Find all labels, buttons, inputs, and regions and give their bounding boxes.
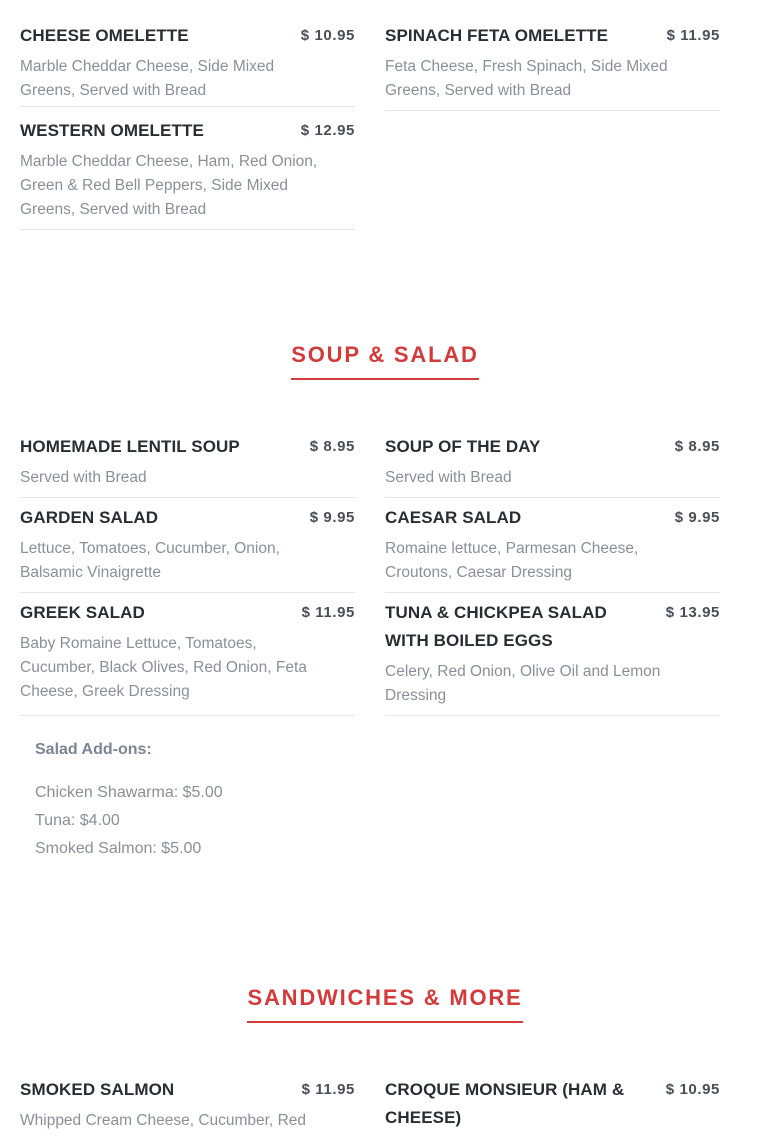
item-name: GARDEN SALAD — [20, 508, 159, 527]
menu-item-croque-monsieur — [385, 1076, 720, 1136]
section-title-soup-salad — [0, 340, 770, 380]
menu-item-western-omelette — [20, 117, 355, 230]
item-name: HOMEMADE LENTIL SOUP — [20, 437, 240, 456]
item-price: $ 11.95 — [301, 1081, 355, 1098]
item-name: CROQUE MONSIEUR (HAM & CHEESE) — [385, 1080, 625, 1127]
salad-addons-heading: Salad Add-ons: — [35, 741, 152, 758]
menu-item-garden-salad — [20, 504, 355, 593]
item-price: $ 10.95 — [665, 1081, 720, 1098]
menu-item-soup-of-the-day — [385, 433, 720, 498]
item-name: SMOKED SALMON — [20, 1080, 175, 1099]
item-price: $ 12.95 — [300, 122, 355, 139]
item-description: Romaine lettuce, Parmesan Cheese, Croutons, Caesar Dressing — [385, 540, 639, 581]
item-description: Lettuce, Tomatoes, Cucumber, Onion, Balsamic Vinaigrette — [20, 540, 280, 581]
item-description: Baby Romaine Lettuce, Tomatoes, Cucumber, Black Olives, Red Onion, Feta Cheese, Greek Dressing — [20, 635, 307, 700]
item-price: $ 13.95 — [665, 604, 720, 621]
item-price: $ 9.95 — [674, 509, 720, 526]
menu-item-tuna-chickpea-salad — [385, 599, 720, 716]
item-price: $ 8.95 — [674, 438, 720, 455]
addon-item: Smoked Salmon: $5.00 — [35, 840, 202, 857]
item-price: $ 10.95 — [300, 27, 355, 44]
item-name: CAESAR SALAD — [385, 508, 522, 527]
item-description: Celery, Red Onion, Olive Oil and Lemon Dressing — [385, 663, 661, 704]
item-price: $ 9.95 — [309, 509, 355, 526]
item-description: Served with Bread — [385, 469, 512, 486]
item-price: $ 11.95 — [666, 27, 720, 44]
menu-item-homemade-lentil-soup — [20, 433, 355, 498]
addon-item: Tuna: $4.00 — [35, 812, 120, 829]
item-name: SPINACH FETA OMELETTE — [385, 26, 609, 45]
item-description: Feta Cheese, Fresh Spinach, Side Mixed Greens, Served with Bread — [385, 58, 668, 99]
item-name: WESTERN OMELETTE — [20, 121, 204, 140]
section-title-text: SANDWICHES & MORE — [247, 983, 522, 1023]
menu-item-smoked-salmon — [20, 1076, 355, 1136]
section-title-text: SOUP & SALAD — [291, 340, 478, 380]
item-name: TUNA & CHICKPEA SALAD WITH BOILED EGGS — [385, 603, 607, 650]
item-name: SOUP OF THE DAY — [385, 437, 541, 456]
item-description: Whipped Cream Cheese, Cucumber, Red — [20, 1112, 307, 1129]
menu-item-caesar-salad — [385, 504, 720, 593]
section-title-sandwiches — [0, 983, 770, 1023]
addon-item: Chicken Shawarma: $5.00 — [35, 784, 223, 801]
menu-item-cheese-omelette — [20, 22, 355, 107]
item-name: GREEK SALAD — [20, 603, 145, 622]
item-description: Marble Cheddar Cheese, Side Mixed Greens, Served with Bread — [20, 58, 275, 99]
item-name: CHEESE OMELETTE — [20, 26, 189, 45]
menu-item-greek-salad — [20, 599, 355, 716]
item-price: $ 8.95 — [309, 438, 355, 455]
item-price: $ 11.95 — [301, 604, 355, 621]
item-description: Marble Cheddar Cheese, Ham, Red Onion, Green & Red Bell Peppers, Side Mixed Greens, Served with Bread — [20, 153, 318, 218]
item-description: Served with Bread — [20, 469, 147, 486]
menu-item-spinach-feta-omelette — [385, 22, 720, 111]
